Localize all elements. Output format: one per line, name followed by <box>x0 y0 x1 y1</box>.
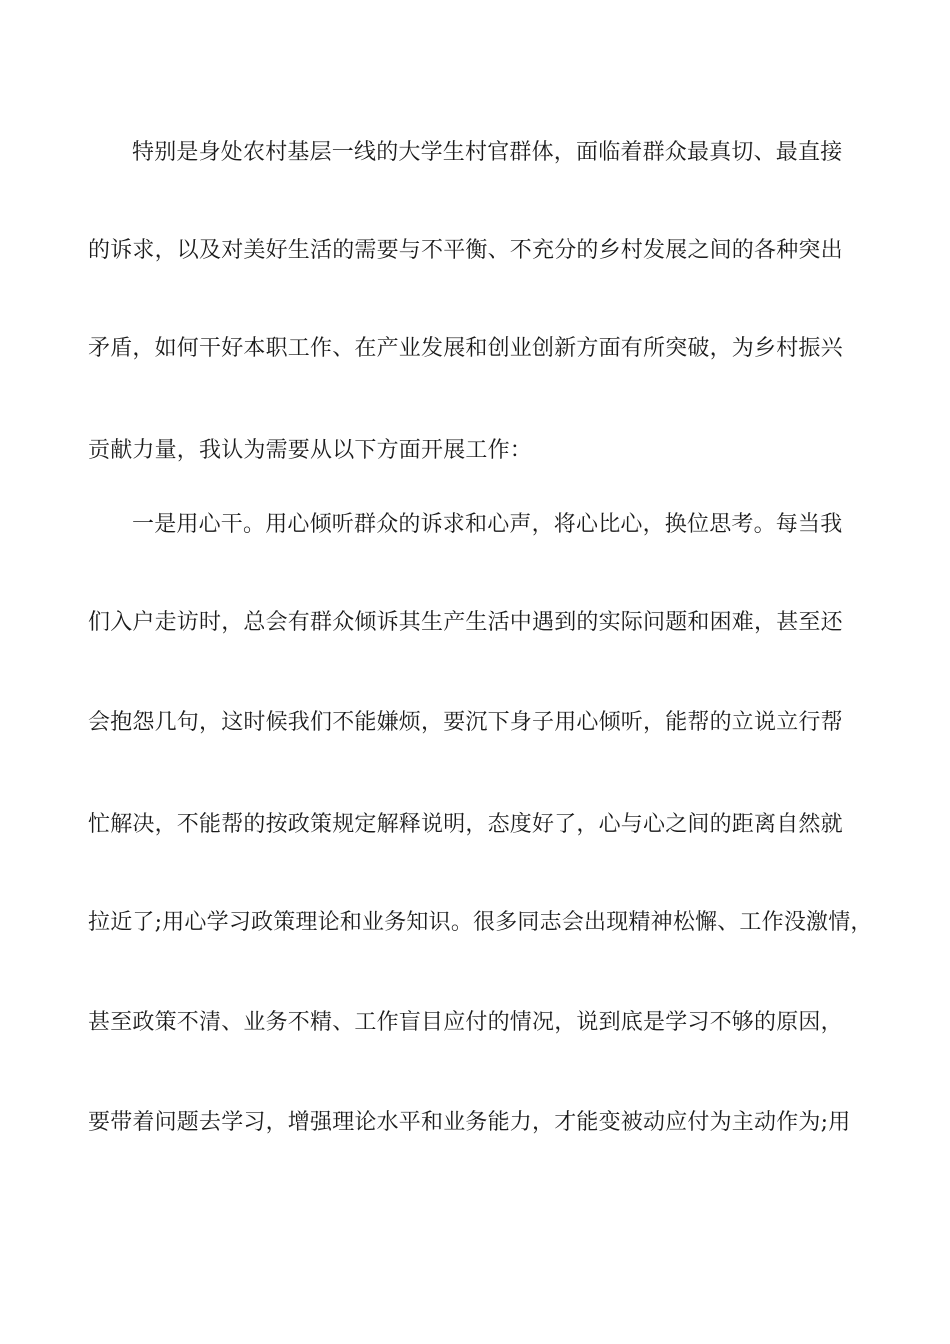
text-line: 忙解决，不能帮的按政策规定解释说明，态度好了，心与心之间的距离自然就 <box>88 812 843 837</box>
text-line: 的诉求，以及对美好生活的需要与不平衡、不充分的乡村发展之间的各种突出 <box>88 238 843 263</box>
text-line: 要带着问题去学习，增强理论水平和业务能力，才能变被动应付为主动作为;用 <box>88 1110 851 1135</box>
text-line: 会抱怨几句，这时候我们不能嫌烦，要沉下身子用心倾听，能帮的立说立行帮 <box>88 710 843 735</box>
text-line: 拉近了;用心学习政策理论和业务知识。很多同志会出现精神松懈、工作没激情， <box>88 910 873 935</box>
text-line: 矛盾，如何干好本职工作、在产业发展和创业创新方面有所突破，为乡村振兴 <box>88 336 843 361</box>
text-line: 们入户走访时，总会有群众倾诉其生产生活中遇到的实际问题和困难，甚至还 <box>88 610 843 635</box>
text-line: 贡献力量，我认为需要从以下方面开展工作： <box>88 438 533 463</box>
text-line: 一是用心干。用心倾听群众的诉求和心声，将心比心，换位思考。每当我 <box>132 512 843 537</box>
text-line: 甚至政策不清、业务不精、工作盲目应付的情况，说到底是学习不够的原因， <box>88 1010 843 1035</box>
text-line: 特别是身处农村基层一线的大学生村官群体，面临着群众最真切、最直接 <box>132 140 843 165</box>
